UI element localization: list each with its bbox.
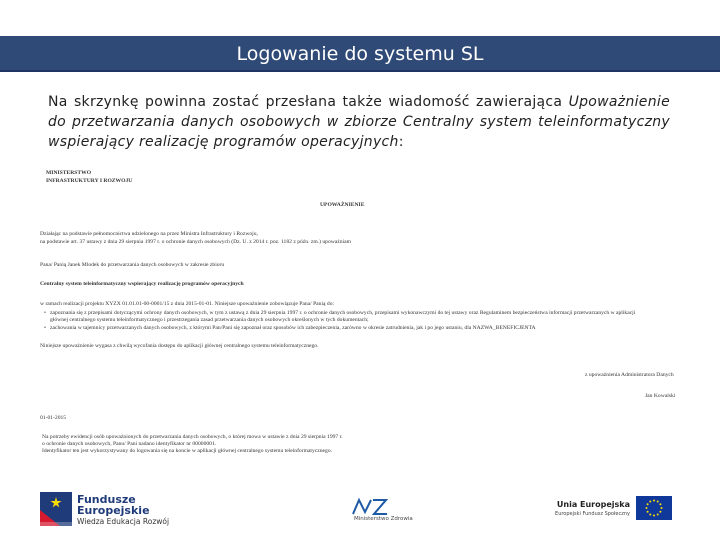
ministry-of-health-caption: Ministerstwo Zdrowia	[354, 516, 413, 522]
fe-title-line1: Fundusze	[77, 493, 136, 506]
signature-authority: z upoważnienia Administratora Danych	[585, 372, 674, 378]
fundusze-europejskie-text	[77, 494, 169, 528]
document-bullet-marker: •	[44, 325, 46, 331]
document-bullet: zachowania w tajemnicy przetwarzanych danych osobowych, z którymi Pan/Pani się zapoznał oraz sposobów ich zabezpieczenia, zarówno w okresie zatrudnienia, jak i po jego ustaniu, dla NAZWA_BENEFICJENTA	[50, 325, 536, 331]
fe-title-line2: Europejskie	[77, 504, 150, 517]
document-line: Niniejsze upoważnienie wygasa z chwilą wycofania dostępu do aplikacji głównej centralnego systemu teleinformatycznego.	[40, 343, 319, 349]
document-note: Identyfikator ten jest wykorzystywany do logowania się na koncie w aplikacji głównej centralnego systemu teleinformatycznego.	[42, 448, 333, 454]
slide-title: Logowanie do systemu SL	[0, 36, 720, 72]
signature-name: Jan Kowalski	[645, 393, 676, 399]
document-line: Pana/ Panią Janek Mlodek do przetwarzania danych osobowych w zakresie zbioru	[40, 262, 225, 268]
footer-logos	[0, 478, 720, 540]
ministry-name-line2: INFRASTRUKTURY I ROZWOJU	[46, 178, 133, 184]
document-line: na podstawie art. 37 ustawy z dnia 29 sierpnia 1997 r. o ochronie danych osobowych (Dz. U. z 2014 r. poz. 1182 z późn. zm.) upoważniam	[40, 239, 351, 245]
intro-end: :	[398, 134, 404, 150]
eu-flag-icon	[636, 496, 672, 520]
document-line: Działając na podstawie pełnomocnictwa udzielonego na przez Ministra Infrastruktury i Rozwoju,	[40, 231, 258, 237]
intro-italic: Upoważnienie do przetwarzania danych osobowych w zbiorze Centralny system teleinformatyczny wspierający realizację programów operacyjnych	[48, 94, 670, 150]
fe-program-name: Wiedza Edukacja Rozwój	[77, 517, 170, 526]
document-date: 01-01-2015	[40, 415, 67, 421]
document-note: Na potrzeby ewidencji osób upoważnionych do przetwarzania danych osobowych, o której mowa w ustawie z dnia 29 sierpnia 1997 r.	[42, 434, 343, 440]
document-note: o ochronie danych osobowych, Panu/ Pani nadano identyfikator nr 00000001.	[42, 441, 217, 447]
intro-plain: Na skrzynkę powinna zostać przesłana także wiadomość zawierająca	[48, 94, 569, 110]
document-bullet: zapoznania się z przepisami dotyczącymi ochrony danych osobowych, w tym z ustawą z dnia 29 sierpnia 1997 r. o ochronie danych osobowych, przepisami wykonawczymi do tej ustawy oraz Regulaminem bezpieczeństwa informacji przetwarzanych w aplikacji	[50, 310, 636, 316]
document-line: w ramach realizacji projektu XYZX 01.01.01-00-0001/15 z dnia 2015-01-01. Niniejsze upoważnienie zobowiązuje Pana/ Panią do:	[40, 301, 335, 307]
fundusze-europejskie-logo-icon	[40, 492, 72, 526]
ministry-of-health-logo-icon	[352, 496, 388, 516]
document-bullet-marker: •	[44, 310, 46, 316]
authorization-document	[40, 168, 690, 468]
document-line: Centralny system teleinformatyczny wspierający realizację programów operacyjnych	[40, 281, 244, 287]
document-bullet: głównej centralnego systemu teleinformatycznego i przestrzegania zasad przetwarzania danych osobowych określonych w tych dokumentach;	[50, 317, 369, 323]
eu-fund-name: Europejski Fundusz Społeczny	[555, 511, 630, 517]
intro-text	[48, 92, 670, 152]
eu-text	[552, 500, 630, 517]
eu-title: Unia Europejska	[556, 500, 630, 509]
ministry-name-line1: MINISTERSTWO	[46, 170, 92, 176]
document-title: UPOWAŻNIENIE	[320, 202, 365, 208]
